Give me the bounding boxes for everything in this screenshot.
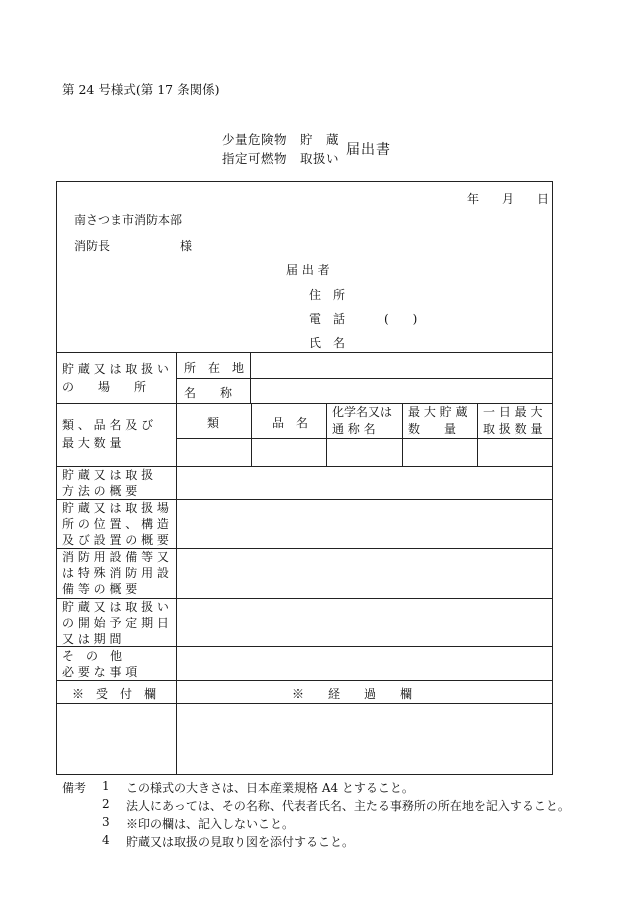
- address-label: 住 所: [309, 288, 346, 302]
- col-max-storage-label: [408, 404, 467, 438]
- location-address-label: 所 在 地: [184, 361, 245, 375]
- progress-label: ※ 経 過 欄: [292, 687, 413, 701]
- col-daily-max-line-2: 取 扱 数 量: [483, 422, 543, 436]
- addressee-chief: 消防長: [74, 239, 111, 253]
- date-year: 年: [467, 192, 480, 206]
- col-daily-max-line-1: 一 日 最 大: [483, 405, 543, 419]
- addressee-honorific: 様: [180, 239, 193, 253]
- addressee-department: 南さつま市消防本部: [74, 213, 183, 227]
- divider-location-sub: [250, 352, 251, 403]
- firefighting-header-line-3: 備 等 の 概 要: [62, 582, 138, 596]
- date-day: 日: [537, 192, 550, 206]
- divider-reception-body: [56, 703, 553, 704]
- title-suffix: 届出書: [346, 142, 391, 158]
- facility-header: [62, 500, 169, 548]
- title-line-1: 少量危険物 貯 蔵: [222, 132, 340, 147]
- remarks-label: 備考: [62, 781, 87, 795]
- schedule-header-line-1: 貯 蔵 又 は 取 扱 い: [62, 600, 169, 614]
- date-month: 月: [502, 192, 515, 206]
- location-header-line-2: の 場 所: [62, 380, 147, 394]
- firefighting-header-line-2: は 特 殊 消 防 用 設: [62, 566, 169, 580]
- remark-number: 3: [102, 815, 110, 829]
- schedule-header: [62, 599, 169, 647]
- firefighting-header: [62, 549, 169, 597]
- location-header: [62, 360, 169, 396]
- location-header-line-1: 貯 蔵 又 は 取 扱 い: [62, 362, 169, 376]
- divider-col-chemical: [326, 403, 327, 466]
- divider-label-column: [176, 352, 177, 775]
- divider-col-max: [402, 403, 403, 466]
- col-max-storage-line-2: 数 量: [408, 422, 457, 436]
- col-chemical-line-1: 化学名又は: [332, 405, 393, 419]
- col-class-label: 類: [207, 416, 220, 430]
- divider-type: [56, 403, 553, 404]
- type-header-line-1: 類 、 品 名 及 び: [62, 418, 154, 432]
- name-label: 氏 名: [309, 336, 346, 350]
- phone-label: 電 話: [309, 312, 346, 326]
- type-header: [62, 416, 153, 452]
- divider-col-item: [251, 403, 252, 466]
- divider-col-daily: [477, 403, 478, 466]
- method-header-line-2: 方 法 の 概 要: [62, 484, 138, 498]
- remark-number: 2: [102, 797, 110, 811]
- reception-label: ※ 受 付 欄: [72, 687, 157, 701]
- remark-text: 貯蔵又は取扱の見取り図を添付すること。: [126, 835, 355, 849]
- schedule-header-line-2: の 開 始 予 定 期 日: [62, 616, 169, 630]
- type-header-line-2: 最 大 数 量: [62, 436, 122, 450]
- remark-text: この様式の大きさは、日本産業規格 A4 とすること。: [126, 781, 414, 795]
- col-item-label: 品 名: [272, 416, 309, 430]
- method-header-line-1: 貯 蔵 又 は 取 扱: [62, 468, 154, 482]
- other-header: [62, 648, 137, 680]
- method-header: [62, 467, 153, 499]
- remark-text: ※印の欄は、記入しないこと。: [126, 817, 295, 831]
- remark-number: 4: [102, 833, 110, 847]
- divider-location: [176, 378, 553, 379]
- remark-number: 1: [102, 779, 110, 793]
- other-header-line-1: そ の 他: [62, 649, 123, 663]
- facility-header-line-2: 所 の 位 置 、 構 造: [62, 517, 169, 531]
- notifier-label: 届 出 者: [286, 263, 330, 277]
- col-chemical-label: [332, 404, 392, 438]
- form-title: [222, 130, 422, 170]
- col-chemical-line-2: 通 称 名: [332, 422, 376, 436]
- phone-parens: ( ): [384, 312, 418, 326]
- facility-header-line-3: 及 び 設 置 の 概 要: [62, 533, 169, 547]
- facility-header-line-1: 貯 蔵 又 は 取 扱 場: [62, 501, 169, 515]
- firefighting-header-line-1: 消 防 用 設 備 等 又: [62, 550, 169, 564]
- divider-header: [56, 352, 553, 353]
- remark-text: 法人にあっては、その名称、代表者氏名、主たる事務所の所在地を記入すること。: [126, 799, 570, 813]
- divider-reception: [56, 680, 553, 681]
- title-line-2: 指定可燃物 取扱い: [222, 151, 340, 166]
- other-header-line-2: 必 要 な 事 項: [62, 665, 138, 679]
- form-number: 第 24 号様式(第 17 条関係): [62, 82, 220, 97]
- divider-type-inner: [176, 438, 553, 439]
- schedule-header-line-3: 又 は 期 間: [62, 632, 122, 646]
- col-max-storage-line-1: 最 大 貯 蔵: [408, 405, 468, 419]
- location-name-label: 名 称: [184, 386, 233, 400]
- col-daily-max-label: [483, 404, 542, 438]
